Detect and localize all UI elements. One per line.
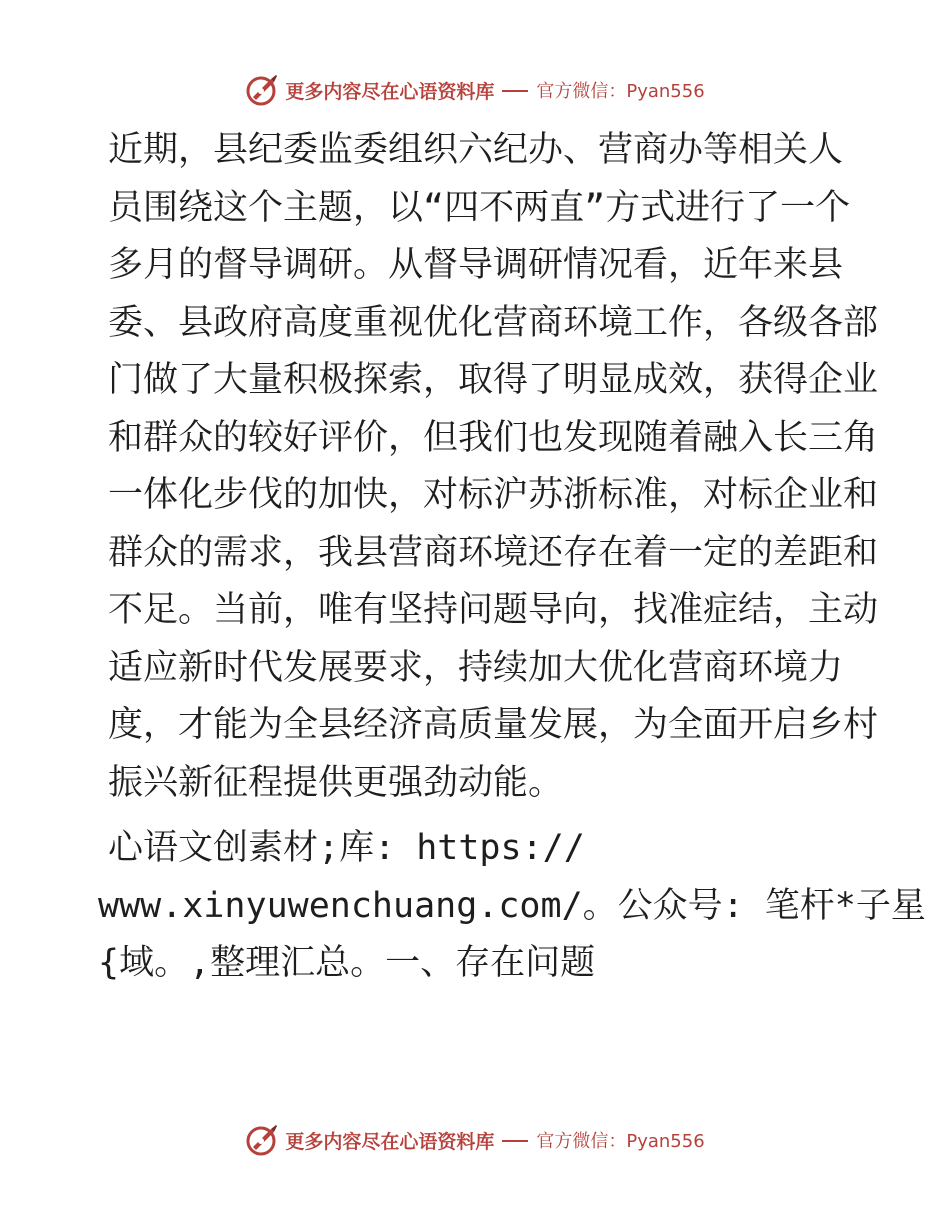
text-line: 一体化步伐的加快，对标沪苏浙标准，对标企业和 (108, 475, 879, 515)
banner-main-text: 更多内容尽在心语资料库 (285, 80, 495, 103)
banner-dash (502, 90, 528, 92)
quill-logo-icon (245, 73, 279, 107)
banner-main-text: 更多内容尽在心语资料库 (285, 1130, 495, 1153)
text-line: 度，才能为全县经济高质量发展，为全面开启乡村 (108, 705, 879, 745)
text-line: 适应新时代发展要求，持续加大优化营商环境力 (108, 647, 844, 688)
text-line: 委、县政府高度重视优化营商环境工作，各级各部 (108, 302, 879, 343)
text-line: 员围绕这个主题，以“四不两直”方式进行了一个 (108, 187, 851, 228)
text-line: 多月的督导调研。从督导调研情况看，近年来县 (108, 245, 844, 285)
text-line: 心语文创素材;库: https:// (108, 828, 585, 868)
text-line: 不足。当前，唯有坚持问题导向，找准症结，主动 (108, 590, 879, 630)
banner-sub-text: 官方微信：Pyan556 (536, 1131, 705, 1152)
text-line: 近期，县纪委监委组织六纪办、营商办等相关人 (108, 130, 844, 170)
text-line: 和群众的较好评价，但我们也发现随着融入长三角 (108, 417, 879, 458)
text-line: 振兴新征程提供更强劲动能。 (108, 762, 564, 803)
header-watermark-banner (0, 70, 950, 110)
document-body (98, 122, 926, 993)
banner-sub-text: 官方微信：Pyan556 (536, 81, 705, 102)
text-line: {域。,整理汇总。一、存在问题 (98, 943, 596, 983)
text-line: 群众的需求，我县营商环境还存在着一定的差距和 (108, 532, 879, 573)
banner-dash (502, 1140, 528, 1142)
text-line: www.xinyuwenchuang.com/。公众号: 笔杆*子星 (98, 885, 926, 926)
paragraph-1 (98, 122, 879, 812)
quill-logo-icon (245, 1123, 279, 1157)
footer-watermark-banner (0, 1120, 950, 1160)
paragraph-2 (98, 820, 926, 993)
text-line: 门做了大量积极探索，取得了明显成效，获得企业 (108, 360, 879, 400)
